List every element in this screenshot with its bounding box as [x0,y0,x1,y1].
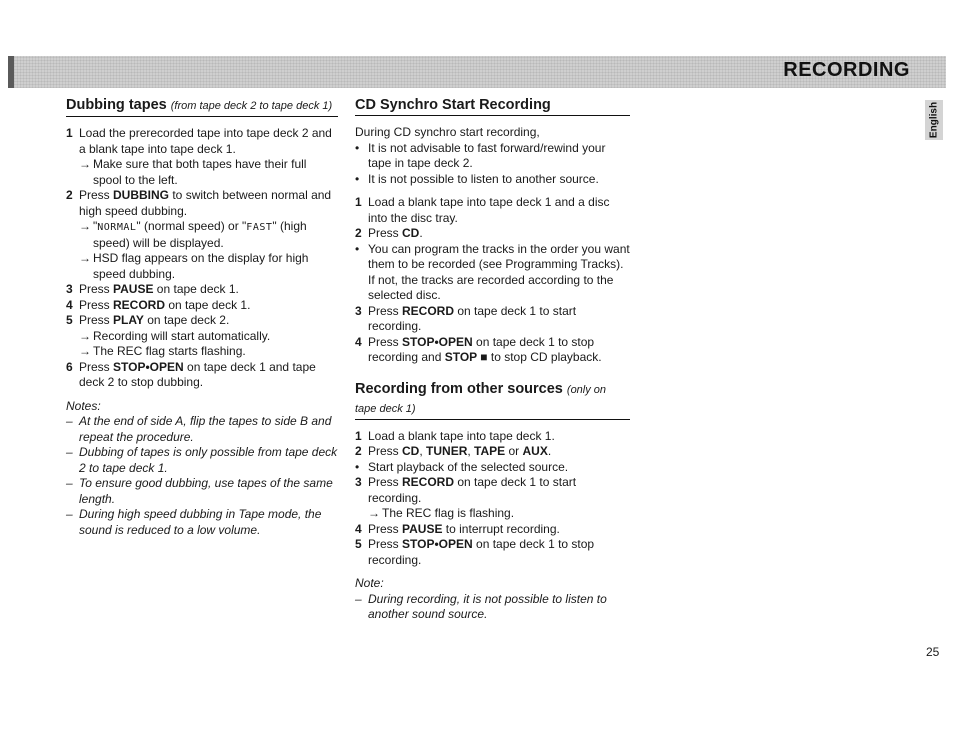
step-text-post: on tape deck 1. [153,282,239,296]
aux-key: AUX [522,444,548,458]
arrow-icon: → [79,328,91,343]
notes-label: Notes: [66,398,101,413]
step-number: 6 [66,359,73,374]
note-item [66,414,338,445]
banner-edge-mark [8,56,14,88]
bullet-icon: • [355,241,360,256]
result-text: The REC flag is flashing. [382,506,515,520]
bullet-text: It is not advisable to fast forward/rewind your tape in tape deck 2. [368,140,606,170]
note-text: Dubbing of tapes is only possible from tape deck 2 to tape deck 1. [79,445,338,475]
cd-step-1 [355,195,630,226]
step-text-post: on tape deck 1 and tape deck 2 to stop dubbing. [79,359,316,389]
result-text: The REC flag starts flashing. [93,344,246,358]
step-number: 5 [66,313,73,327]
step-text-pre: Press [368,521,403,536]
pause-key: PAUSE [402,521,443,536]
dash-icon: – [66,445,73,459]
note-text: During high speed dubbing in Tape mode, the sound is reduced to a low volume. [79,507,322,537]
step-text [79,282,338,298]
step-2 [66,188,338,219]
dash-icon: – [355,591,362,606]
step-text-post: to stop CD playback. [487,350,602,364]
cd-key: CD [402,226,420,240]
step-text-pre: Press [368,444,403,458]
step-3 [66,282,338,298]
other-sources-title: Recording from other sources [355,380,563,397]
note-item [66,445,338,476]
step-1-result [66,157,338,188]
step-text [368,304,630,335]
note-text: To ensure good dubbing, use tapes of the same length. [79,476,333,506]
note-label: Note: [355,576,384,590]
step-2-result-a [66,219,338,251]
arrow-icon: → [368,506,380,520]
section-banner [8,56,946,88]
stop-open-key: STOP•OPEN [113,359,184,374]
separator-text: , [467,444,475,458]
dash-icon: – [66,476,73,490]
bullet-text: It is not possible to listen to another source. [368,171,599,186]
quote-text: " (normal speed) or " [136,219,247,233]
bullet-icon: • [355,171,360,186]
step-number: 3 [355,475,362,489]
cd-step-2 [355,226,630,242]
separator-text: or [505,444,523,458]
other-step-1 [355,429,630,445]
step-text-post: on tape deck 1 to stop recording. [368,537,595,567]
step-text-pre: Press [368,475,403,489]
step-text-pre: Press [79,359,114,374]
step-number: 1 [355,428,362,443]
step-text-post: on tape deck 1. [165,297,251,312]
step-text-post: on tape deck 1 to start recording. [368,475,577,505]
step-text-post: to switch between normal and high speed dubbing. [79,188,332,218]
cd-bullet [355,242,630,304]
step-text-pre: Press [368,303,403,318]
step-number: 2 [66,188,73,202]
result-text: Make sure that both tapes have their full spool to the left. [93,157,307,187]
dubbing-heading [66,96,338,117]
separator-text: , [419,444,427,458]
step-number: 2 [355,226,362,240]
step-text: Load the prerecorded tape into tape deck 2 and a blank tape into tape deck 1. [79,126,332,156]
step-text-post: . [419,226,423,240]
stop-open-key: STOP•OPEN [402,334,473,349]
step-text-pre: Press [79,282,114,296]
display-normal-text: NORMAL [97,222,137,233]
step-text-pre: Press [368,226,403,240]
right-column [355,96,630,623]
bullet-icon: • [355,459,360,474]
step-number: 2 [355,444,362,458]
step-number: 3 [355,303,362,318]
other-step-4 [355,522,630,538]
step-text-post: . [547,444,552,458]
bullet-icon: • [355,140,360,155]
other-sources-subtitle: (only on tape deck 1) [355,383,607,415]
note-item [66,476,338,507]
step-number: 1 [355,195,362,209]
page-number: 25 [926,645,940,659]
stop-open-key: STOP•OPEN [402,537,473,551]
step-text-pre: Press [79,297,114,312]
record-key: RECORD [402,303,455,318]
arrow-icon: → [79,344,91,358]
bullet-text: You can program the tracks in the order you want them to be recorded (see Programming Tracks). If not, the tracks are recorded according to the selected disc. [368,241,630,302]
result-text: Recording will start automatically. [93,328,271,343]
step-text [368,335,630,366]
tape-key: TAPE [474,444,506,458]
note-item [355,592,630,623]
quote-text: " (high speed) will be displayed. [93,219,307,250]
cd-intro: During CD synchro start recording, [355,125,540,139]
play-key: PLAY [113,313,144,327]
dubbing-section [66,96,338,538]
result-text: HSD flag appears on the display for high speed dubbing. [93,251,309,281]
cd-synchro-title: CD Synchro Start Recording [355,97,551,113]
step-text-pre: Press [368,334,403,349]
dash-icon: – [66,507,73,521]
step-text [79,298,338,314]
step-text-pre: Press [79,313,114,327]
step-number: 4 [66,297,73,312]
dubbing-key: DUBBING [113,188,170,202]
step-4 [66,298,338,314]
section-title: RECORDING [783,59,910,81]
arrow-icon: → [79,219,91,233]
step-text [79,188,338,219]
other-step-3 [355,475,630,506]
pause-key: PAUSE [113,282,154,296]
step-text [368,537,630,568]
other-bullet [355,460,630,476]
step-1 [66,126,338,157]
step-text: Load a blank tape into tape deck 1 and a disc into the disc tray. [368,195,610,225]
step-number: 1 [66,126,73,140]
quote-text: " [93,219,98,233]
step-text [79,313,338,329]
step-6 [66,360,338,391]
tuner-key: TUNER [426,444,468,458]
cd-bullet [355,172,630,188]
note-text: At the end of side A, flip the tapes to side B and repeat the procedure. [79,414,332,444]
step-number: 4 [355,521,362,536]
language-tab [925,100,943,140]
step-number: 4 [355,334,362,349]
cd-synchro-heading [355,96,630,116]
other-step-5 [355,537,630,568]
cd-step-4 [355,335,630,366]
record-key: RECORD [402,475,455,489]
stop-key: STOP ■ [444,350,488,364]
note-text: During recording, it is not possible to listen to another sound source. [368,591,607,621]
cd-bullet [355,141,630,172]
step-text-mid: on tape deck 1 to stop recording and [368,334,595,364]
step-text-post: on tape deck 1 to start recording. [368,303,577,333]
step-2-result-b [66,251,338,282]
language-tab-label: English [928,101,940,139]
step-5 [66,313,338,329]
step-text [368,226,630,242]
step-text: Load a blank tape into tape deck 1. [368,428,555,443]
dubbing-subtitle: (from tape deck 2 to tape deck 1) [170,100,333,112]
display-fast-text: FAST [246,222,273,233]
step-text-pre: Press [368,537,403,551]
arrow-icon: → [79,157,91,171]
step-text [368,475,630,506]
cd-step-3 [355,304,630,335]
step-5-result-a [66,329,338,345]
step-text-pre: Press [79,188,114,202]
record-key: RECORD [113,297,166,312]
dash-icon: – [66,414,73,428]
step-number: 5 [355,537,362,551]
step-text-post: on tape deck 2. [143,313,230,327]
step-5-result-b [66,344,338,360]
arrow-icon: → [79,251,91,265]
step-text [368,522,630,538]
step-text-post: to interrupt recording. [442,521,560,536]
result-text [93,219,338,251]
step-text [79,360,338,391]
cd-key: CD [402,444,420,458]
note-item [66,507,338,538]
other-step-2 [355,444,630,460]
step-text [368,444,630,460]
other-sources-heading [355,380,630,420]
step-number: 3 [66,282,73,296]
dubbing-title: Dubbing tapes [66,97,167,113]
bullet-text: Start playback of the selected source. [368,459,569,474]
other-step-3-result [355,506,630,522]
